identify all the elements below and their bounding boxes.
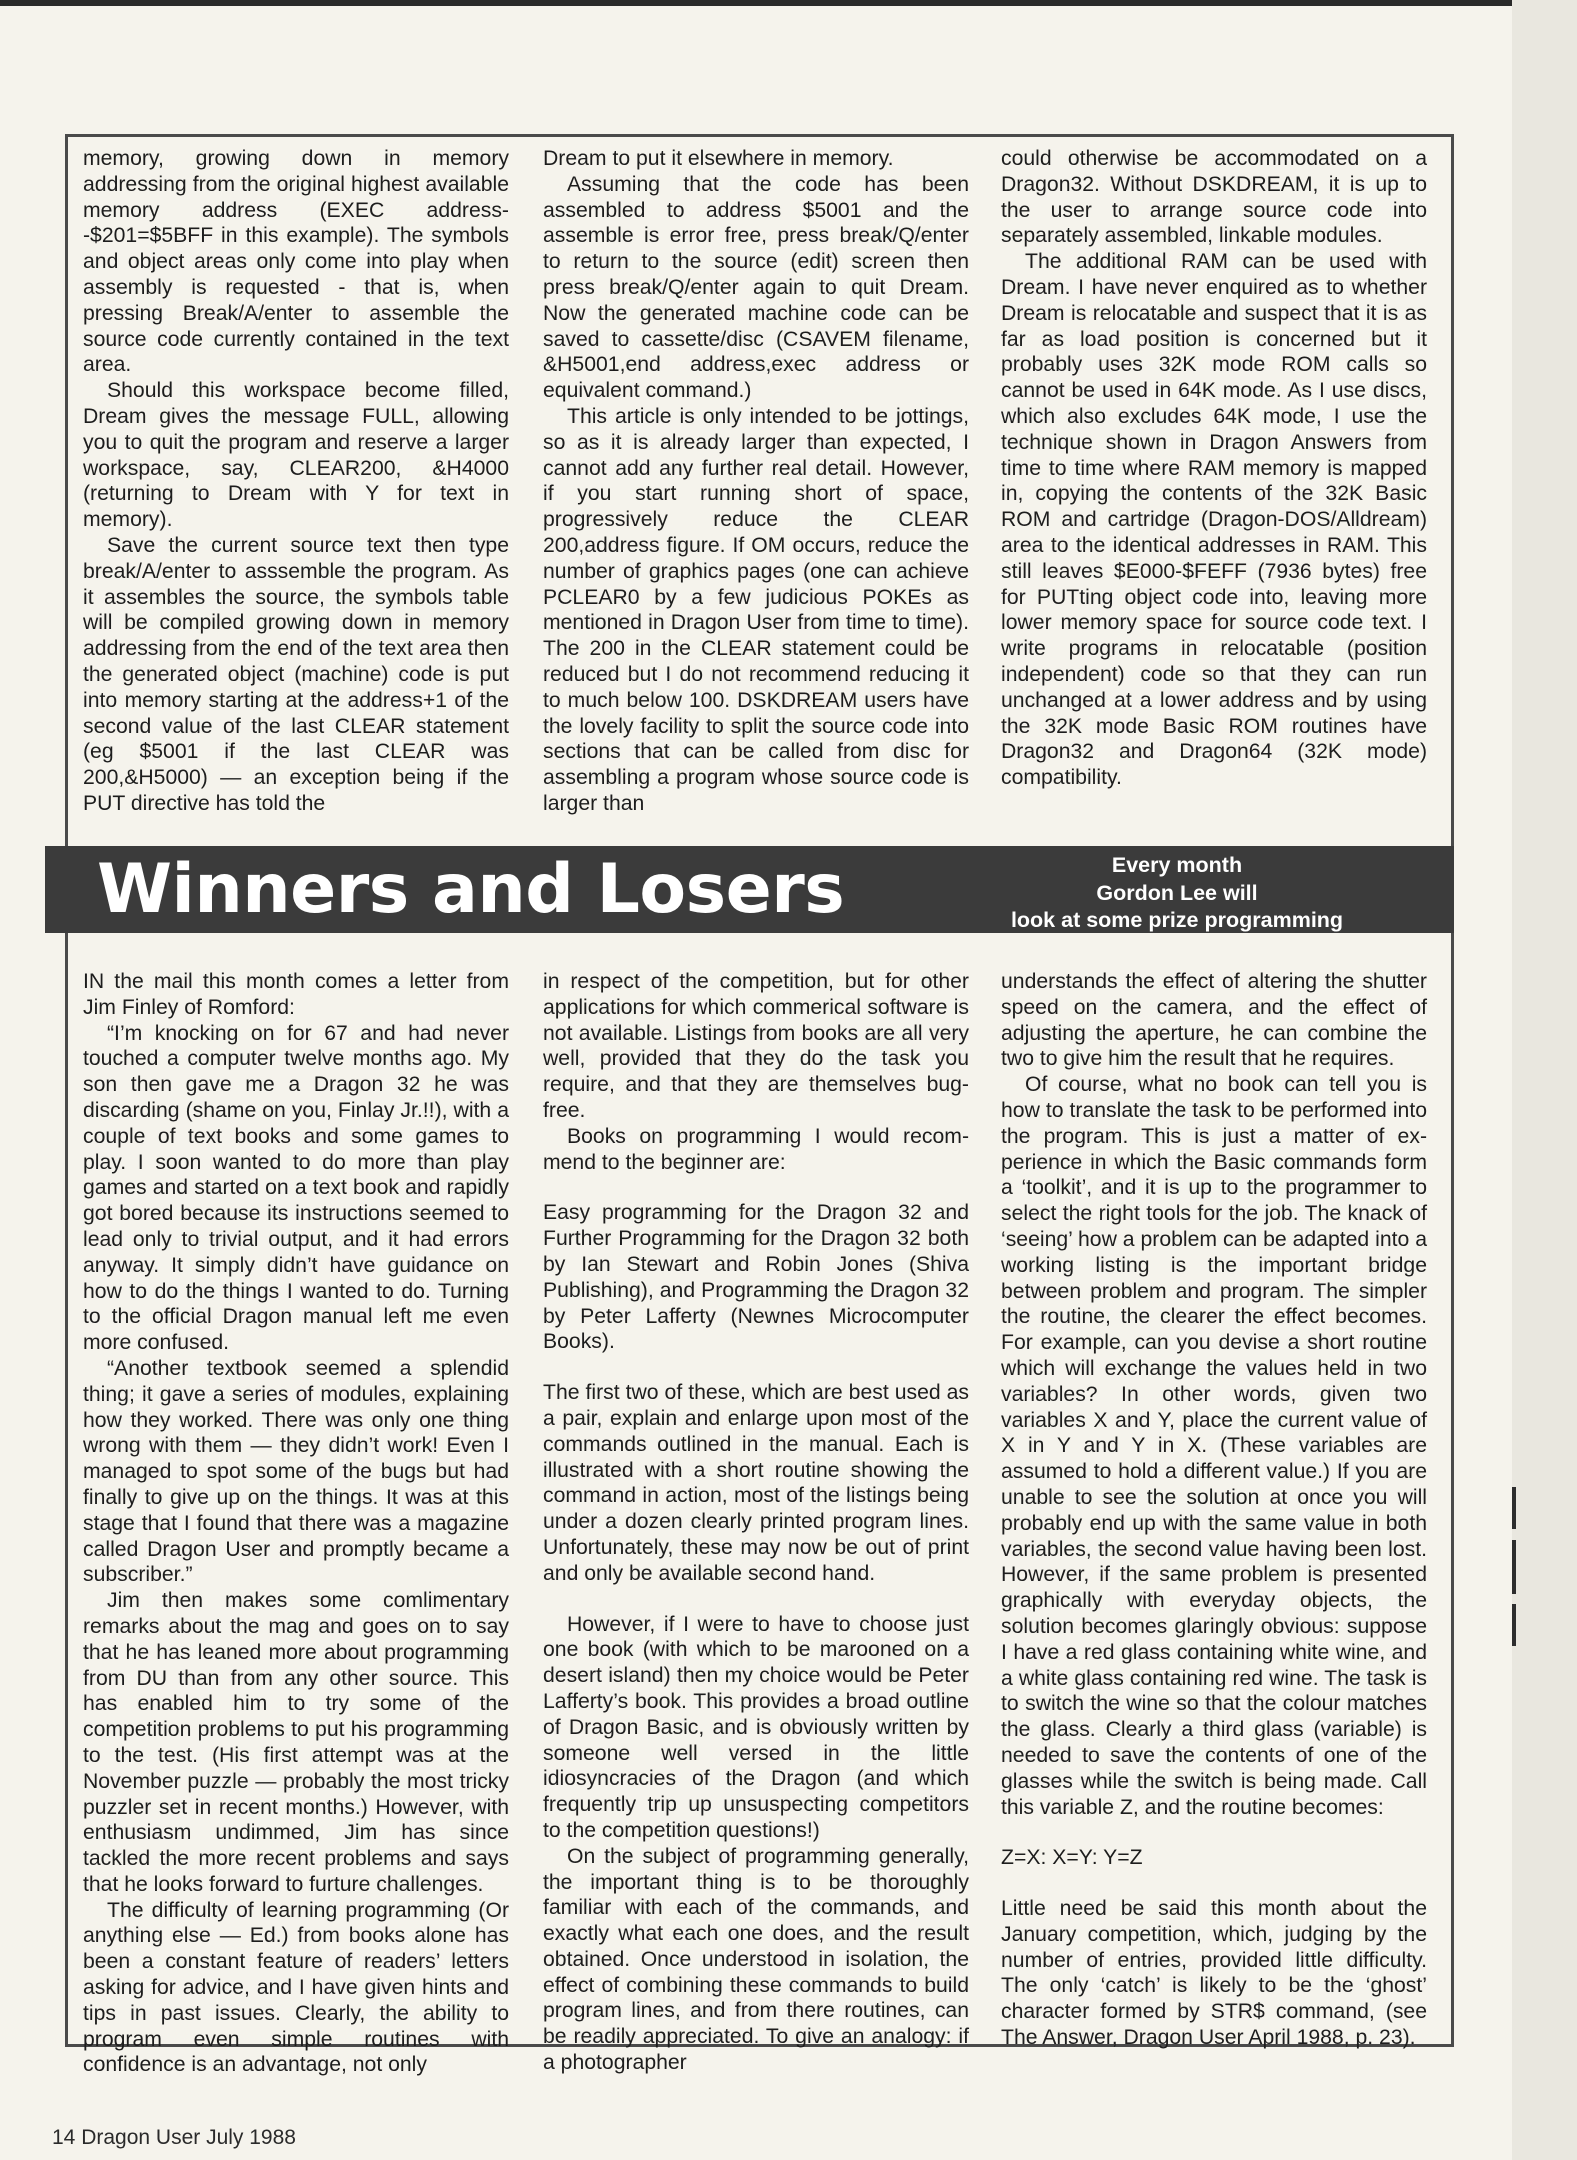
standfirst-line: look at some prize programming <box>1010 908 1344 932</box>
paragraph: “I’m knocking on for 67 and had never touched a computer twelve months ago. My son then gave me a Dragon 32 he was discarding (shame on you, Finlay Jr.!!), with a couple of text books and some games to play. I soon wanted to do more than play games and started on a text book and rapidly got bored because its instructions seemed to lead only to trivial output, and it had errors anyway. It simply didn’t have guidance on how to do the things I wanted to do. Turning to the official Dragon manual left me even more confused. <box>83 1021 509 1355</box>
binding-mark-bottom-final-2 <box>1512 1604 1516 1646</box>
top-column-1 <box>83 146 509 817</box>
top-column-3 <box>1001 146 1427 791</box>
paragraph: could otherwise be accommodated on a Dragon32. Without DSKDREAM, it is up to the user to arrange source code into separately assembled, linkable modules. <box>1001 147 1427 248</box>
book-list: Easy programming for the Dragon 32 and Further Programming for the Dragon 32 both by Ian Stewart and Robin Jones (Shiva Publishing), and Programming the Dragon 32 by Peter Lafferty (Newnes Microcomputer Books). <box>543 1201 969 1354</box>
paragraph: understands the effect of altering the shutter speed on the camera, and the effect of adjusting the aperture, he can combine the two to give him the result that he requires. <box>1001 970 1427 1071</box>
paragraph: The first two of these, which are best used as a pair, explain and enlarge upon most of the commands outlined in the manual. Each is illustrated with a short routine showing the command in action, most of the listings being under a dozen clearly printed program lines. Unfortunately, these may now be out of print and only be available second hand. <box>543 1381 969 1585</box>
section-standfirst <box>945 852 1409 935</box>
top-column-2 <box>543 146 969 817</box>
paragraph: The difficulty of learning programming (Or anything else — Ed.) from books alone has been a constant feature of readers’ letters asking for advice, and I have given hints and tips in past issues. Clearly, the ability to program even simple routines with confidence is an advantage, not only <box>83 1898 509 2077</box>
page-footer: 14 Dragon User July 1988 <box>52 2126 296 2149</box>
article-column-1 <box>83 969 509 2078</box>
paragraph: Save the current source text then type break/A/enter to asssemble the program. As it assembles the source, the symbols table will be compiled growing down in memory addressing from the end of the text area then the generated object (machine) code is put into memory starting at the address+1 of the second value of the last CLEAR statement (eg $5001 if the last CLEAR was 200,&H5000) — an exception being if the PUT directive has told the <box>83 533 509 815</box>
paragraph: Little need be said this month about the January competition, which, judging by the number of entries, provided little difficulty. The only ‘catch’ is likely to be the ‘ghost’ character formed by STR$ command, (see The Answer, Dragon User April 1988, p. 23). <box>1001 1897 1427 2050</box>
paragraph: This article is only intended to be jottings, so as it is already larger than expected, I cannot add any further real detail. However, if you start running short of space, progressively reduce the CLEAR 200,address figure. If OM occurs, reduce the number of graphics pages (one can achieve PCLEAR0 by a few judicious POKEs as mentioned in Dragon User from time to time). The 200 in the CLEAR statement could be reduced but I do not recommend reducing it to much below 100. DSKDREAM users have the lovely facility to split the source code into sections that can be called from disc for assembling a program whose source code is larger than <box>543 404 969 815</box>
binding-mark-upper <box>1512 1487 1516 1529</box>
standfirst-line: Every month <box>1111 853 1243 877</box>
article-column-2 <box>543 969 969 2076</box>
paragraph: Jim then makes some comlimentary remarks about the mag and goes on to say that he has leaned more about programming from DU than from any other source. This has enabled him to try some of the competition problems to put his programming to the test. (His first attempt was at the November puzzle — probably the most tricky puzzler set in recent months.) However, with enthusiasm undimmed, Jim has since tackled the more recent problems and says that he looks forward to furture challenges. <box>83 1589 509 1896</box>
paragraph: Should this workspace become filled, Dream gives the message FULL, allowing you to quit the program and reserve a larger workspace, say, CLEAR200, &H4000 (returning to Dream with Y for text in memory). <box>83 379 509 532</box>
paragraph: Books on programming I would recommend to the beginner are: <box>543 1124 969 1174</box>
article-column-3 <box>1001 969 1427 2051</box>
paragraph: However, if I were to have to choose just one book (with which to be marooned on a desert island) then my choice would be Peter Lafferty’s book. This provides a broad outline of Dragon Basic, and is obviously written by someone well versed in the little idiosyncracies of the Dragon (and which frequently trip up unsuspecting competitors to the competition questions!) <box>543 1612 969 1842</box>
paragraph: On the subject of programming generally, the important thing is to be thoroughly familiar with each of the commands, and exactly what each one does, and the result obtained. Once understood in isolation, the effect of combining these commands to build program lines, and from there routines, can be readily appreciated. To give an analogy: if a photographer <box>543 1844 969 2075</box>
section-banner <box>45 846 1454 933</box>
paragraph: Dream to put it elsewhere in memory. <box>543 147 894 170</box>
paragraph: The additional RAM can be used with Dream. I have never enquired as to whether Dream is relocatable and suspect that it is as far as load position is concerned but it probably uses 32K mode ROM calls so cannot be used in 64K mode. As I use discs, which also excludes 64K mode, I use the technique shown in Dragon Answers from time to time where RAM memory is mapped in, copying the contents of the 32K Basic ROM and cartridge (Dragon-DOS/Alldream) area to the identical addresses in RAM. This still leaves $E000-$FEFF (7936 bytes) free for PUTting object code into, leaving more lower memory space for source code text. I write programs in relocatable (position independent) code so that they can run unchanged at a lower address and by using the 32K mode Basic ROM routines have Dragon32 and Dragon64 (32K mode) compatibility. <box>1001 250 1427 790</box>
section-title: Winners and Losers <box>97 850 845 929</box>
binding-mark-bottom-final-1 <box>1512 1552 1516 1594</box>
paragraph: in respect of the competition, but for other applications for which commerical software is not available. Listings from books are all very well, provided that they do the task you require, and that they are themselves bug-free. <box>543 970 969 1122</box>
top-edge-bar <box>0 0 1577 6</box>
paragraph: memory, growing down in memory addressing from the original highest available memory address (EXEC address--$201=$5BFF in this example). The symbols and object areas only come into play when assembly is requested - that is, when pressing Break/A/enter to assemble the source code currently contained in the text area. <box>83 147 509 377</box>
standfirst-line: Gordon Lee will <box>1096 880 1258 905</box>
paragraph: IN the mail this month comes a letter from Jim Finley of Romford: <box>83 970 509 1019</box>
paragraph: “Another textbook seemed a splendid thing; it gave a series of modules, explaining how they worked. There was only one thing wrong with them — they didn’t work! Even I managed to spot some of the bugs but had finally to give up on the things. It was at this stage that I found that there was a magazine called Dragon User and promptly became a subscriber.” <box>83 1356 509 1587</box>
code-line: Z=X: X=Y: Y=Z <box>1001 1846 1143 1870</box>
paragraph: Assuming that the code has been assembled to address $5001 and the assemble is error free, press break/Q/enter to return to the source (edit) screen then press break/Q/enter again to quit Dream. Now the generated machine code can be saved to cassette/disc (CSAVEM filename, &H5001,end address,exec address or equivalent command.) <box>543 172 969 403</box>
paragraph: Of course, what no book can tell you is how to translate the task to be performed into the program. This is just a matter of experience in which the Basic commands form a ‘toolkit’, and it is up to the programmer to select the right tools for the job. The knack of ‘seeing’ how a problem can be adapted into a working listing is the important bridge between problem and program. The simpler the routine, the clearer the effect becomes. For example, can you devise a short routine which will exchange the values held in two variables? In other words, given two variables X and Y, place the current value of X in Y and Y in X. (These variables are assumed to hold a different value.) If you are unable to see the solution at once you will probably end up with the same value in both variables, the second value having been lost. However, if the same problem is presented graphically with everyday objects, the solution becomes glaringly obvious: suppose I have a red glass containing white wine, and a white glass containing red wine. The task is to switch the wine so that the colour matches the glass. Clearly a third glass (variable) is needed to save the contents of one of the glasses while the switch is being made. Call this variable Z, and the routine becomes: <box>1001 1073 1427 1819</box>
page-gutter <box>1512 0 1577 2160</box>
